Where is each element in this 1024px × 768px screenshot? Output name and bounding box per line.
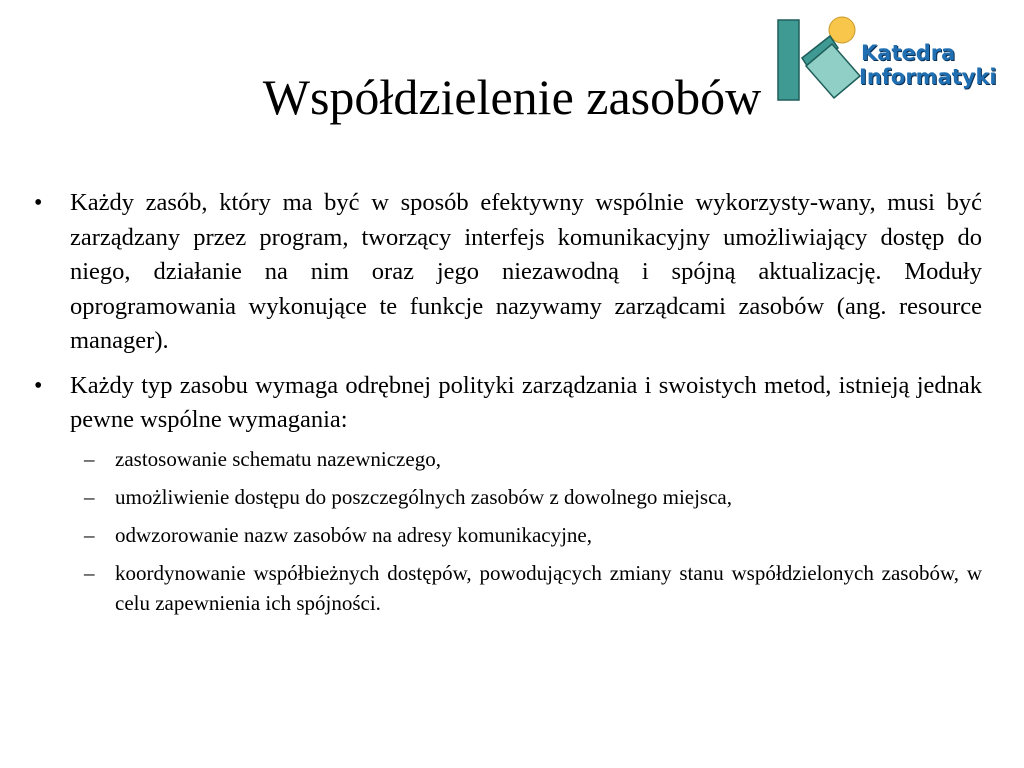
bullet-mark: •: [34, 190, 43, 216]
bullet-mark: •: [34, 372, 43, 399]
dash-mark: –: [84, 560, 95, 585]
sub-bullet-text: zastosowanie schematu nazewniczego,: [115, 446, 441, 471]
dash-mark: –: [84, 446, 95, 471]
sub-bullet-item: [40, 520, 982, 550]
sub-bullet-list: [40, 444, 982, 618]
slide-title: Współdzielenie zasobów: [262, 69, 762, 125]
sub-bullet-item: [40, 444, 982, 474]
bullet-item: [34, 186, 982, 359]
bullet-item: [34, 369, 982, 618]
sub-bullet-item: [40, 482, 982, 512]
bullet-list: [34, 186, 982, 628]
sub-bullet-item: [40, 558, 982, 618]
sub-bullet-text: odwzorowanie nazw zasobów na adresy komunikacyjne,: [115, 522, 593, 547]
katedra-informatyki-logo: [772, 14, 1012, 106]
bullet-text: Każdy typ zasobu wymaga odrębnej polityki zarządzania i swoistych metod, istnieją jednak pewne wspólne wymagania:: [70, 371, 982, 433]
sub-bullet-text: umożliwienie dostępu do poszczególnych zasobów z dowolnego miejsca,: [115, 484, 732, 509]
logo-text: [861, 41, 997, 89]
sub-bullet-text: koordynowanie współbieżnych dostępów, powodujących zmiany stanu współdzielonych zasobów, w celu zapewnienia ich spójności.: [115, 560, 982, 615]
dash-mark: –: [84, 484, 95, 509]
logo-line1: Katedra: [861, 41, 956, 65]
logo-line2: Informatyki: [859, 65, 997, 89]
dash-mark: –: [84, 522, 95, 547]
bullet-text: Każdy zasób, który ma być w sposób efektywny wspólnie wykorzysty-wany, musi być zarządzany przez program, tworzący interfejs komunikacyjny umożliwiający dostęp do niego, działanie na nim oraz jego niezawodną i spójną aktualizację. Moduły oprogramowania wykonujące te funkcje nazywamy zarządcami zasobów (ang. resource manager).: [70, 189, 982, 354]
